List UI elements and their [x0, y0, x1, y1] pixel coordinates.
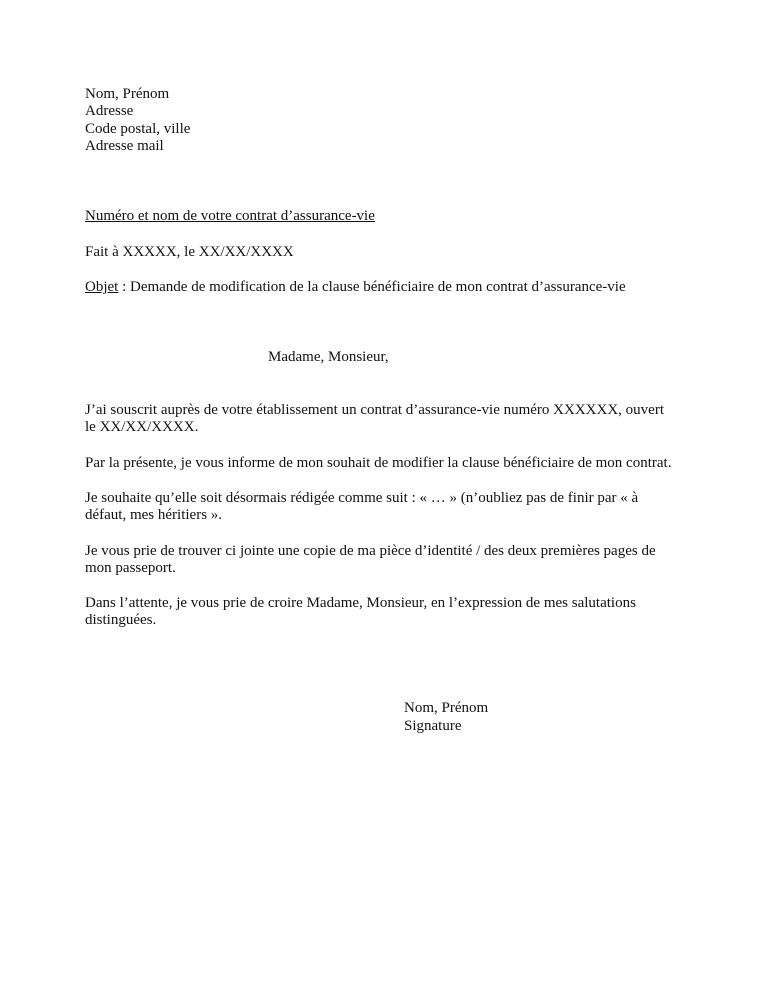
- paragraph-5-line-1: Dans l’attente, je vous prie de croire Madame, Monsieur, en l’expression de mes salutations: [85, 595, 636, 611]
- paragraph-4-line-1: Je vous prie de trouver ci jointe une copie de ma pièce d’identité / des deux premières pages de: [85, 543, 656, 559]
- subject-label: Objet: [85, 279, 119, 295]
- paragraph-1-line-2: le XX/XX/XXXX.: [85, 419, 199, 435]
- paragraph-3-line-1: Je souhaite qu’elle soit désormais rédigée comme suit : « … » (n’oubliez pas de finir par « à: [85, 490, 639, 506]
- sender-name: Nom, Prénom: [85, 86, 170, 102]
- contract-reference: Numéro et nom de votre contrat d’assurance-vie: [85, 208, 375, 224]
- place-date: Fait à XXXXX, le XX/XX/XXXX: [85, 244, 294, 260]
- paragraph-5-line-2: distinguées.: [85, 612, 157, 628]
- paragraph-4-line-2: mon passeport.: [85, 560, 176, 576]
- subject-line: [85, 279, 626, 297]
- paragraph-3-line-2: défaut, mes héritiers ».: [85, 507, 223, 523]
- closing-name: Nom, Prénom: [404, 700, 489, 716]
- salutation: Madame, Monsieur,: [268, 349, 389, 365]
- paragraph-1-line-1: J’ai souscrit auprès de votre établissement un contrat d’assurance-vie numéro XXXXXX, ouvert: [85, 402, 664, 418]
- sender-address: Adresse: [85, 103, 134, 119]
- paragraph-2: Par la présente, je vous informe de mon souhait de modifier la clause bénéficiaire de mon contrat.: [85, 455, 672, 471]
- subject-text: : Demande de modification de la clause bénéficiaire de mon contrat d’assurance-vie: [118, 279, 626, 295]
- sender-email: Adresse mail: [85, 138, 164, 154]
- closing-signature: Signature: [404, 718, 462, 734]
- sender-postal-city: Code postal, ville: [85, 121, 191, 137]
